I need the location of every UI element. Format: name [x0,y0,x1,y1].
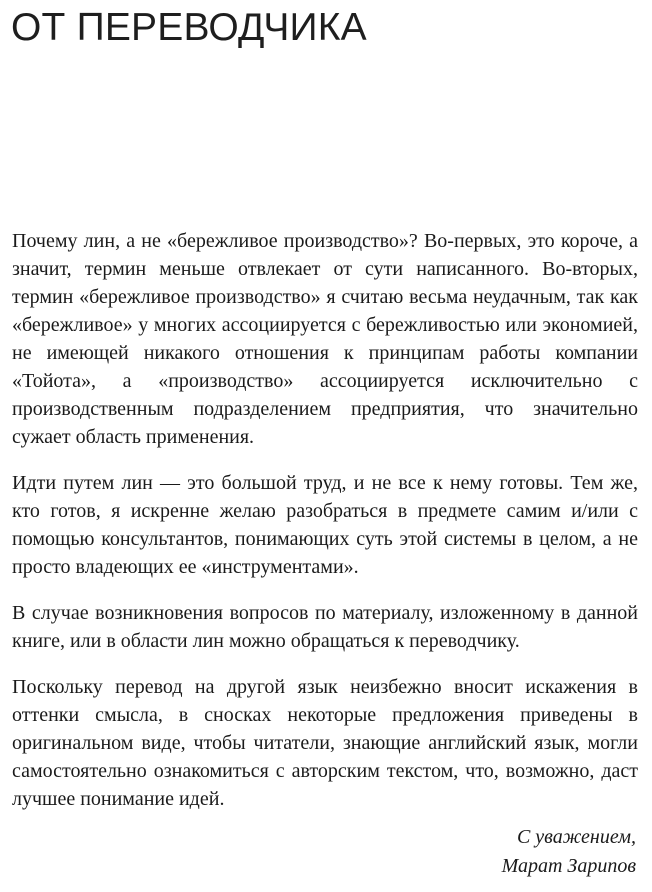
signature-greeting: С уважением, [516,826,636,848]
signature [502,823,636,881]
paragraph-4: Поскольку перевод на другой язык неизбежно вносит искажения в оттенки смысла, в сносках некоторые предложения приведены в оригинальном виде, чтобы читатели, знающие английский язык, могли самостоятельно ознакомиться с авторским текстом, что, возможно, даст лучшее понимание идей. [12,676,638,810]
page-title: ОТ ПЕРЕВОДЧИКА [11,6,367,49]
body-text [12,227,638,831]
signature-name: Марат Зарипов [501,855,636,877]
paragraph-3: В случае возникновения вопросов по материалу, изложенному в данной книге, или в области лин можно обращаться к переводчику. [12,602,638,652]
paragraph-2: Идти путем лин — это большой труд, и не все к нему готовы. Тем же, кто готов, я искренне желаю разобраться в предмете самим и/или с помощью консультантов, понимающих суть этой системы в целом, а не просто владеющих ее «инструментами». [12,472,638,578]
paragraph-1: Почему лин, а не «бережливое производство»? Во-первых, это короче, а значит, термин меньше отвлекает от сути написанного. Во-вторых, термин «бережливое производство» я считаю весьма неудачным, так как «бережливое» у многих ассоциируется с бережливостью или экономией, не имеющей никакого отношения к принципам работы компании «Тойота», а «производство» ассоциируется исключительно с производственным подразделением предприятия, что значительно сужает область применения. [12,230,638,448]
